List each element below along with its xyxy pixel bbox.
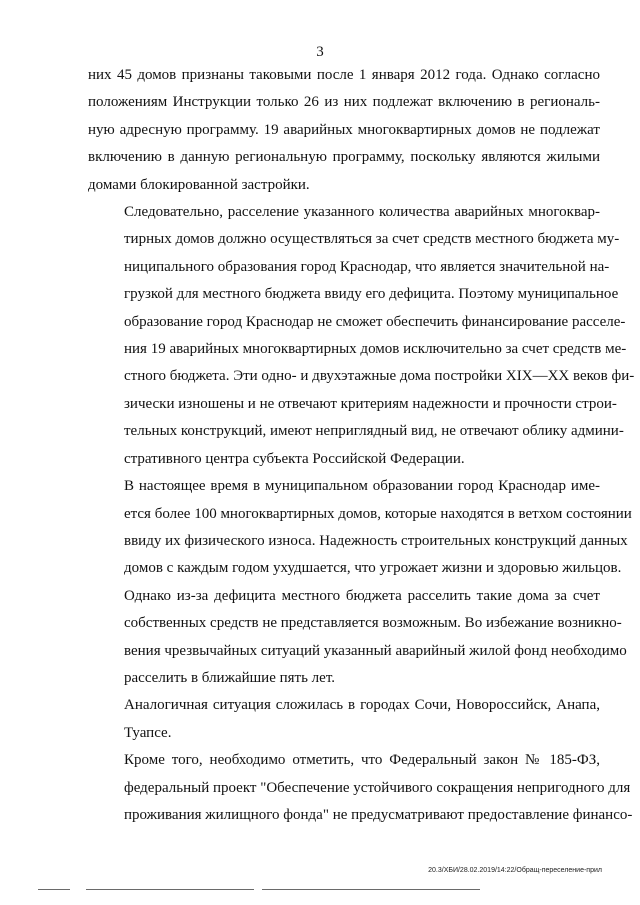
text-line: домов с каждым годом ухудшается, что угрожает жизни и здоровью жильцов. (124, 560, 622, 577)
text-line: федеральный проект "Обеспечение устойчивого сокращения непригодного для (124, 779, 631, 796)
scan-artifact-dash (262, 889, 480, 890)
text-line: ную адресную программу. 19 аварийных многоквартирных домов не подлежат (88, 121, 600, 138)
paragraph (88, 747, 633, 829)
text-line: них 45 домов признаны таковыми после 1 января 2012 года. Однако согласно (88, 67, 600, 83)
paragraph (88, 62, 600, 199)
text-line: стративного центра субъекта Российской Федерации. (124, 450, 465, 467)
paragraph (88, 473, 632, 583)
document-body (88, 62, 635, 829)
text-line: включению в данную региональную программу, поскольку являются жилыми (88, 149, 600, 166)
text-line: вения чрезвычайных ситуаций указанный аварийный жилой фонд необходимо (124, 642, 627, 659)
text-line: ется более 100 многоквартирных домов, которые находятся в ветхом состоянии (124, 505, 632, 522)
text-line: Туапсе. (124, 724, 172, 741)
paragraph (88, 199, 635, 473)
text-line: ввиду их физического износа. Надежность строительных конструкций данных (124, 532, 628, 549)
text-line: образование город Краснодар не сможет обеспечить финансирование расселе- (124, 313, 626, 330)
text-line: тирных домов должно осуществляться за счет средств местного бюджета му- (124, 231, 620, 248)
text-line: зически изношены и не отвечают критериям надежности и прочности строи- (124, 395, 617, 412)
paragraph (88, 692, 600, 747)
text-line: стного бюджета. Эти одно- и двухэтажные дома постройки XIX—XX веков фи- (124, 368, 635, 385)
text-line: тельных конструкций, имеют неприглядный вид, не отвечают облику админи- (124, 423, 624, 440)
text-line: проживания жилищного фонда" не предусматривают предоставление финансо- (124, 806, 633, 823)
text-line: грузкой для местного бюджета ввиду его дефицита. Поэтому муниципальное (124, 286, 619, 303)
text-line: Следовательно, расселение указанного количества аварийных многоквар- (124, 204, 600, 221)
text-line: Однако из-за дефицита местного бюджета расселить такие дома за счет (124, 587, 600, 604)
text-line: домами блокированной застройки. (88, 176, 310, 193)
text-line: ниципального образования город Краснодар, что является значительной на- (124, 258, 610, 275)
page-number: 3 (316, 44, 324, 60)
text-line: собственных средств не представляется возможным. Во избежание возникно- (124, 615, 622, 632)
paragraph (88, 583, 627, 693)
text-line: Кроме того, необходимо отметить, что Федеральный закон № 185-ФЗ, (124, 752, 600, 769)
scan-artifact-dash (86, 889, 254, 890)
scan-artifact-dash (38, 889, 70, 890)
text-line: ния 19 аварийных многоквартирных домов исключительно за счет средств ме- (124, 341, 627, 358)
text-line: положениям Инструкции только 26 из них подлежат включению в региональ- (88, 94, 600, 111)
text-line: В настоящее время в муниципальном образовании город Краснодар име- (124, 478, 600, 495)
text-line: Аналогичная ситуация сложилась в городах Сочи, Новороссийск, Анапа, (124, 697, 600, 714)
document-footer-code: 20.3/ХБИ/28.02.2019/14:22/Обращ-переселение-прил (428, 867, 602, 874)
text-line: расселить в ближайшие пять лет. (124, 669, 336, 686)
